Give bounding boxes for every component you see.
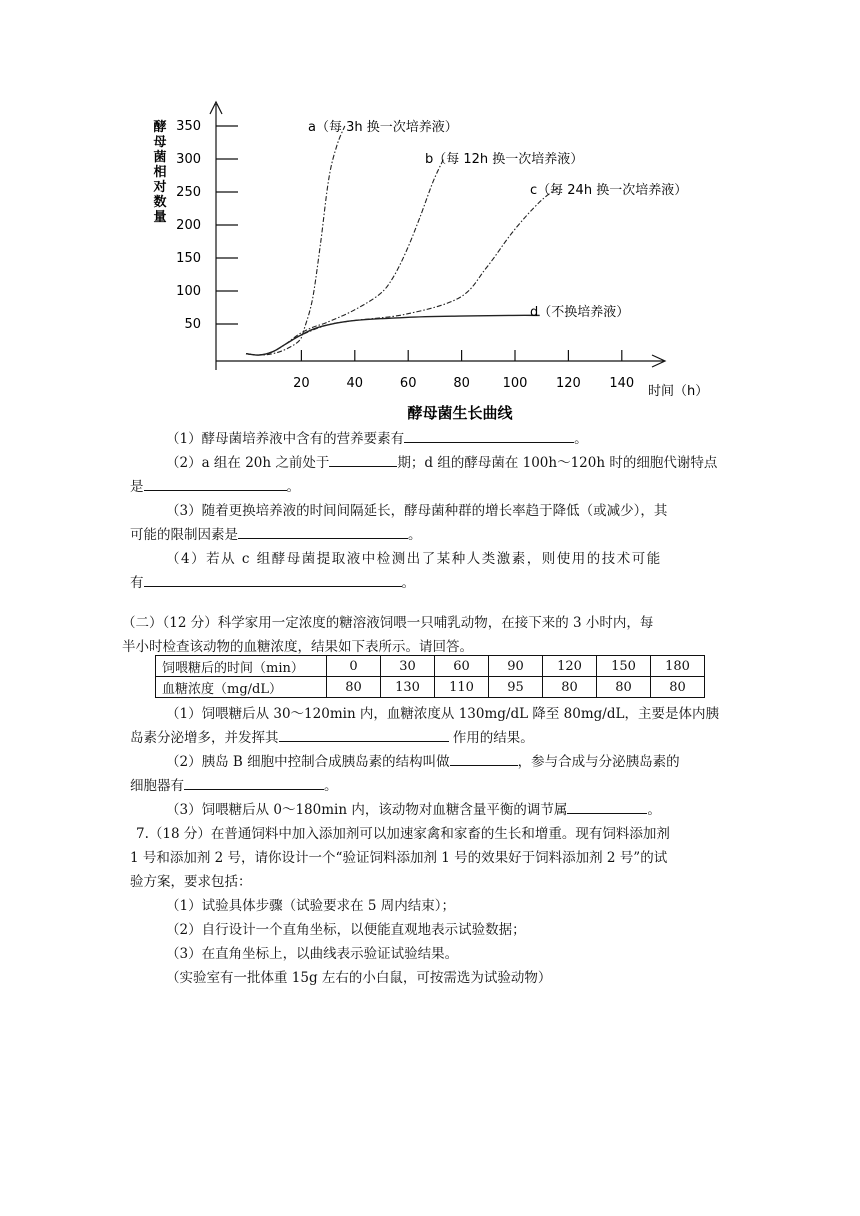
y-tick-label: 100 (176, 284, 201, 299)
sub-question-2-cont (130, 774, 730, 798)
y-tick-label: 300 (176, 152, 201, 167)
answer-blank (279, 727, 449, 742)
sub-question-3-text: （3）饲喂糖后从 0～180min 内，该动物对血糖含量平衡的调节属 (166, 802, 568, 818)
question-4 (130, 547, 730, 571)
table-row (156, 656, 705, 677)
x-tick-label: 120 (555, 376, 581, 391)
y-tick-label: 200 (176, 218, 201, 233)
x-tick-label: 60 (399, 376, 417, 391)
question-4-cont (130, 571, 730, 595)
y-axis-label-char: 母 (153, 135, 167, 150)
requirement-1 (130, 894, 730, 918)
sub-question-1-text-c: 作用的结果。 (448, 730, 534, 746)
question-7-line-3: 验方案，要求包括： (130, 874, 252, 890)
x-axis-label: 时间（h） (648, 384, 709, 399)
requirement-3 (130, 942, 730, 966)
table-cell: 95 (489, 677, 543, 698)
table-cell: 130 (381, 677, 435, 698)
question-2-cont (130, 475, 730, 499)
answer-blank (184, 775, 324, 790)
requirement-2-text: （2）自行设计一个直角坐标，以便能直观地表示试验数据； (166, 922, 526, 938)
sub-question-2-text-a: （2）胰岛 B 细胞中控制合成胰岛素的结构叫做 (166, 754, 450, 770)
x-tick-label: 140 (609, 376, 635, 391)
curve-a-label: a（每 3h 换一次培养液） (308, 120, 458, 135)
x-tick-label: 20 (293, 376, 310, 391)
table-cell: 30 (381, 656, 435, 677)
table-cell: 150 (597, 656, 651, 677)
sub-question-3 (130, 798, 730, 822)
question-3 (130, 499, 730, 523)
answer-blank (144, 572, 402, 587)
x-tick-label: 80 (453, 376, 470, 391)
question-7-cont (130, 846, 730, 894)
question-2 (130, 451, 730, 475)
chart-title: 酵母菌生长曲线 (407, 404, 513, 422)
question-2-text-a: （2）a 组在 20h 之前处于 (166, 455, 330, 471)
curve-c (246, 185, 561, 355)
sub-question-1-text-b: 岛素分泌增多，并发挥其 (130, 730, 279, 746)
curve-b (246, 159, 444, 355)
section-2-intro (122, 611, 737, 659)
requirement-1-text: （1）试验具体步骤（试验要求在 5 周内结束）； (166, 898, 456, 914)
table-cell: 80 (327, 677, 381, 698)
section-2-intro-line-2: 半小时检查该动物的血糖浓度，结果如下表所示。请回答。 (122, 639, 473, 655)
sub-question-2-text-c: 细胞器有 (130, 778, 184, 794)
requirement-2 (130, 918, 730, 942)
question-2-text-b: 期；d 组的酵母菌在 100h～120h 时的细胞代谢特点 (397, 455, 718, 471)
requirement-3-text: （3）在直角坐标上，以曲线表示验证试验结果。 (166, 946, 459, 962)
question-7-line-1: 7.（18 分）在普通饲料中加入添加剂可以加速家禽和家畜的生长和增重。现有饲料添加剂 (136, 826, 670, 842)
curve-b-label: b（每 12h 换一次培养液） (425, 152, 584, 167)
sub-question-1 (130, 702, 730, 726)
table-cell: 80 (543, 677, 597, 698)
blood-sugar-table (155, 655, 705, 698)
y-axis-ticks (176, 119, 238, 332)
y-axis-label-char: 对 (153, 180, 167, 195)
answer-blank (450, 751, 518, 766)
question-1-text: （1）酵母菌培养液中含有的营养要素有 (166, 431, 405, 447)
requirement-note (130, 966, 730, 990)
sub-question-2 (130, 750, 730, 774)
table-cell: 180 (651, 656, 705, 677)
x-axis-ticks (293, 350, 634, 391)
question-4-text-a: （4）若从 c 组酵母菌提取液中检测出了某种人类激素，则使用的技术可能 (166, 551, 662, 567)
table-cell: 110 (435, 677, 489, 698)
answer-blank (144, 476, 287, 491)
curve-d (246, 315, 540, 355)
answer-blank (567, 799, 647, 814)
table-cell: 80 (597, 677, 651, 698)
period: 。 (647, 802, 661, 818)
period: 。 (408, 527, 422, 543)
answer-blank (404, 428, 574, 443)
answer-blank (329, 452, 397, 467)
curve-c-label: c（每 24h 换一次培养液） (530, 183, 688, 198)
answer-blank (238, 524, 408, 539)
section-2-intro-line-1: （二）（12 分）科学家用一定浓度的糖溶液饲喂一只哺乳动物，在接下来的 3 小时内，每 (122, 615, 654, 631)
chart-axes (210, 102, 665, 370)
period: 。 (286, 479, 300, 495)
y-tick-label: 250 (176, 185, 201, 200)
period: 。 (324, 778, 338, 794)
question-4-text-b: 有 (130, 575, 144, 591)
yeast-growth-chart (0, 0, 860, 440)
y-axis-label-char: 数 (153, 195, 167, 210)
y-axis-label-char: 酵 (153, 120, 167, 135)
curve-d-label: d（不换培养液） (530, 305, 630, 320)
y-tick-label: 350 (176, 119, 201, 134)
curve-a (246, 126, 345, 355)
question-3-text-b: 可能的限制因素是 (130, 527, 238, 543)
series-labels (308, 119, 687, 320)
question-1 (130, 427, 730, 451)
y-axis-label (152, 119, 166, 225)
x-tick-label: 100 (502, 376, 528, 391)
y-axis-label-char: 菌 (153, 150, 167, 165)
question-7-line-2: 1 号和添加剂 2 号，请你设计一个“验证饲料添加剂 1 号的效果好于饲料添加剂 2 号”的试 (130, 850, 668, 866)
table-row-label: 血糖浓度（mg/dL） (156, 677, 327, 698)
sub-question-2-text-b: ，参与合成与分泌胰岛素的 (517, 754, 680, 770)
question-3-text-a: （3）随着更换培养液的时间间隔延长，酵母菌种群的增长率趋于降低（或减少），其 (166, 503, 668, 519)
requirement-note-text: （实验室有一批体重 15g 左右的小白鼠，可按需选为试验动物） (166, 970, 552, 986)
y-tick-label: 150 (176, 251, 201, 266)
question-3-cont (130, 523, 730, 547)
y-axis-label-char: 量 (153, 210, 167, 225)
y-axis-label-char: 相 (153, 165, 167, 180)
question-7 (136, 822, 736, 846)
table-cell: 120 (543, 656, 597, 677)
table-cell: 90 (489, 656, 543, 677)
y-tick-label: 50 (184, 317, 201, 332)
table-row-label: 饲喂糖后的时间（min） (156, 656, 327, 677)
table-cell: 0 (327, 656, 381, 677)
x-tick-label: 40 (346, 376, 364, 391)
period: 。 (401, 575, 415, 591)
sub-question-1-cont (130, 726, 730, 750)
period: 。 (574, 431, 588, 447)
sub-question-1-text-a: （1）饲喂糖后从 30～120min 内，血糖浓度从 130mg/dL 降至 80mg/dL，主要是体内胰 (166, 706, 719, 722)
table-cell: 60 (435, 656, 489, 677)
table-row (156, 677, 705, 698)
question-2-text-c: 是 (130, 479, 144, 495)
table-cell: 80 (651, 677, 705, 698)
